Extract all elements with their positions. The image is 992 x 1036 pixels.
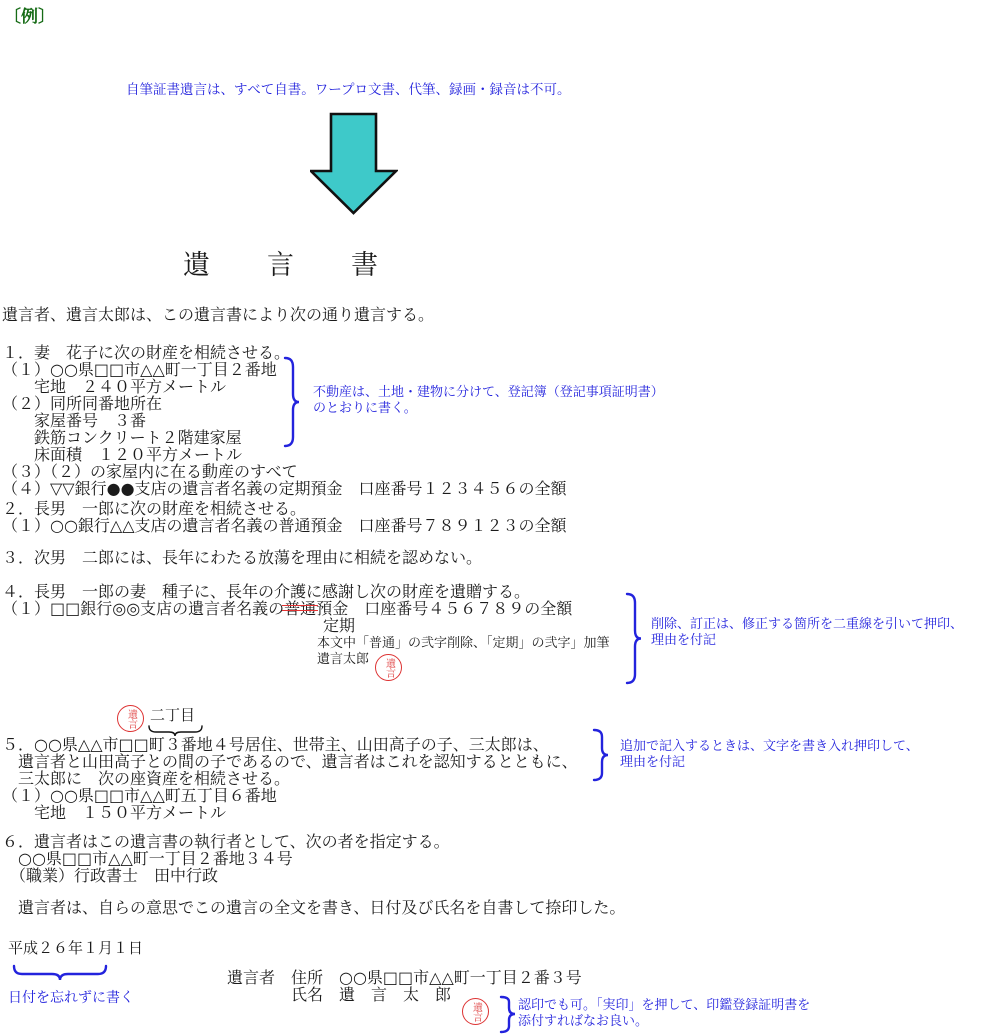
will-text-line: １．妻 花子に次の財産を相続させる。	[2, 343, 291, 362]
will-text-line: ６．遺言者はこの遺言書の執行者として、次の者を指定する。	[2, 832, 450, 851]
will-section-2	[2, 500, 567, 534]
correction-prefix-text: （１）□□銀行◎◎支店の遺言者名義の	[2, 599, 285, 618]
will-text-line: 遺言者と山田高子との間の子であるので、遺言者はこれを認知するとともに、	[2, 752, 578, 771]
annotation-real-estate	[313, 385, 664, 417]
will-text-line: 宅地 １５０平方メートル	[2, 803, 227, 822]
inserted-word-teiki: 定期	[323, 616, 356, 635]
will-section-3	[2, 549, 482, 566]
will-title: 遺 言 書	[183, 250, 379, 281]
deleted-word-strikethrough: 普通	[284, 599, 317, 618]
will-text-line: （１）○○銀行△△支店の遺言者名義の普通預金 口座番号７８９１２３の全額	[2, 516, 567, 535]
annotation-brace-addition	[591, 728, 611, 782]
annotation-line: 添付すればなお良い。	[518, 1014, 649, 1029]
handwriting-requirement-note: 自筆証書遺言は、すべて自書。ワープロ文書、代筆、録画・録音は不可。	[126, 82, 571, 98]
seal-text: 遺言	[383, 657, 395, 678]
annotation-line: 理由を付記	[651, 633, 717, 648]
seal-text: 遺言	[470, 1001, 482, 1022]
annotation-line: 認印でも可。「実印」を押して、印鑑登録証明書を	[518, 998, 811, 1013]
will-text-line: （職業）行政書士 田中行政	[2, 866, 219, 885]
correction-signer-name: 遺言太郎	[317, 652, 370, 667]
will-text-line: 三太郎に 次の座資産を相続させる。	[2, 769, 291, 788]
will-text-line: （１）○○県□□市△△町五丁目６番地	[2, 786, 277, 805]
annotation-line: 削除、訂正は、修正する箇所を二重線を引いて押印、	[651, 617, 964, 632]
will-text-line: 床面積 １２０平方メートル	[2, 445, 243, 464]
annotation-correction	[651, 617, 963, 649]
will-text-line: ○○県□□市△△町一丁目２番地３４号	[2, 849, 293, 868]
annotation-line: 追加で記入するときは、文字を書き入れ押印して、	[620, 739, 919, 754]
will-intro: 遺言者、遺言太郎は、この遺言書により次の通り遺言する。	[2, 305, 435, 324]
annotation-brace-seal	[498, 995, 518, 1034]
annotation-brace-correction	[624, 592, 644, 685]
will-text-line: （１）○○県□□市△△町一丁目２番地	[2, 360, 277, 379]
annotation-line: 不動産は、土地・建物に分けて、登記簿（登記事項証明書）	[313, 385, 664, 400]
will-text-line: 家屋番号 ３番	[2, 411, 147, 430]
annotation-addition	[620, 739, 919, 771]
will-closing-statement: 遺言者は、自らの意思でこの遺言の全文を書き、日付及び氏名を自書して捺印した。	[2, 898, 626, 917]
annotation-line: のとおりに書く。	[313, 401, 417, 416]
annotation-seal	[518, 998, 810, 1030]
date-underbrace	[12, 963, 108, 983]
will-text-line: （２）同所同番地所在	[2, 394, 163, 413]
will-text-line: （４）▽▽銀行●●支店の遺言者名義の定期預金 口座番号１２３４５６の全額	[2, 479, 567, 498]
will-text-line: （３）（２）の家屋内に在る動産のすべて	[2, 462, 298, 481]
addition-seal-stamp	[117, 705, 144, 732]
will-section-4	[2, 583, 572, 617]
seal-text: 遺言	[125, 708, 137, 729]
will-text-line: 宅地 ２４０平方メートル	[2, 377, 227, 396]
annotation-line: 理由を付記	[620, 755, 686, 770]
correction-note: 本文中「普通」の弐字削除、「定期」の弐字」加筆	[317, 636, 610, 651]
will-text-line-with-correction	[2, 600, 572, 617]
will-date: 平成２６年１月１日	[8, 939, 144, 957]
signature-address-line: 遺言者 住所 ○○県□□市△△町一丁目２番３号	[227, 968, 582, 987]
correction-seal-stamp	[375, 654, 402, 681]
will-text-line: ５．○○県△△市□□町３番地４号居住、世帯主、山田高子の子、三太郎は、	[2, 735, 549, 754]
will-text-line: 鉄筋コンクリート２階建家屋	[2, 428, 242, 447]
will-text-line: ３．次男 二郎には、長年にわたる放蕩を理由に相続を認めない。	[2, 548, 483, 567]
signature-name-line: 氏名 遺 言 太 郎	[227, 985, 452, 1004]
example-label: 〔例〕	[4, 7, 55, 27]
will-section-6	[2, 833, 450, 884]
down-arrow-icon	[310, 112, 398, 216]
will-text-line: ２．長男 一郎に次の財産を相続させる。	[2, 499, 307, 518]
annotation-brace-real-estate	[282, 356, 302, 448]
correction-suffix-text: 預金 口座番号４５６７８９の全額	[316, 599, 573, 618]
signature-seal-stamp	[462, 998, 489, 1025]
annotation-date: 日付を忘れずに書く	[8, 990, 134, 1006]
inserted-word-nichome: 二丁目	[150, 706, 196, 724]
will-section-5	[2, 736, 578, 821]
will-text-line: ４．長男 一郎の妻 種子に、長年の介護に感謝し次の財産を遺贈する。	[2, 582, 531, 601]
